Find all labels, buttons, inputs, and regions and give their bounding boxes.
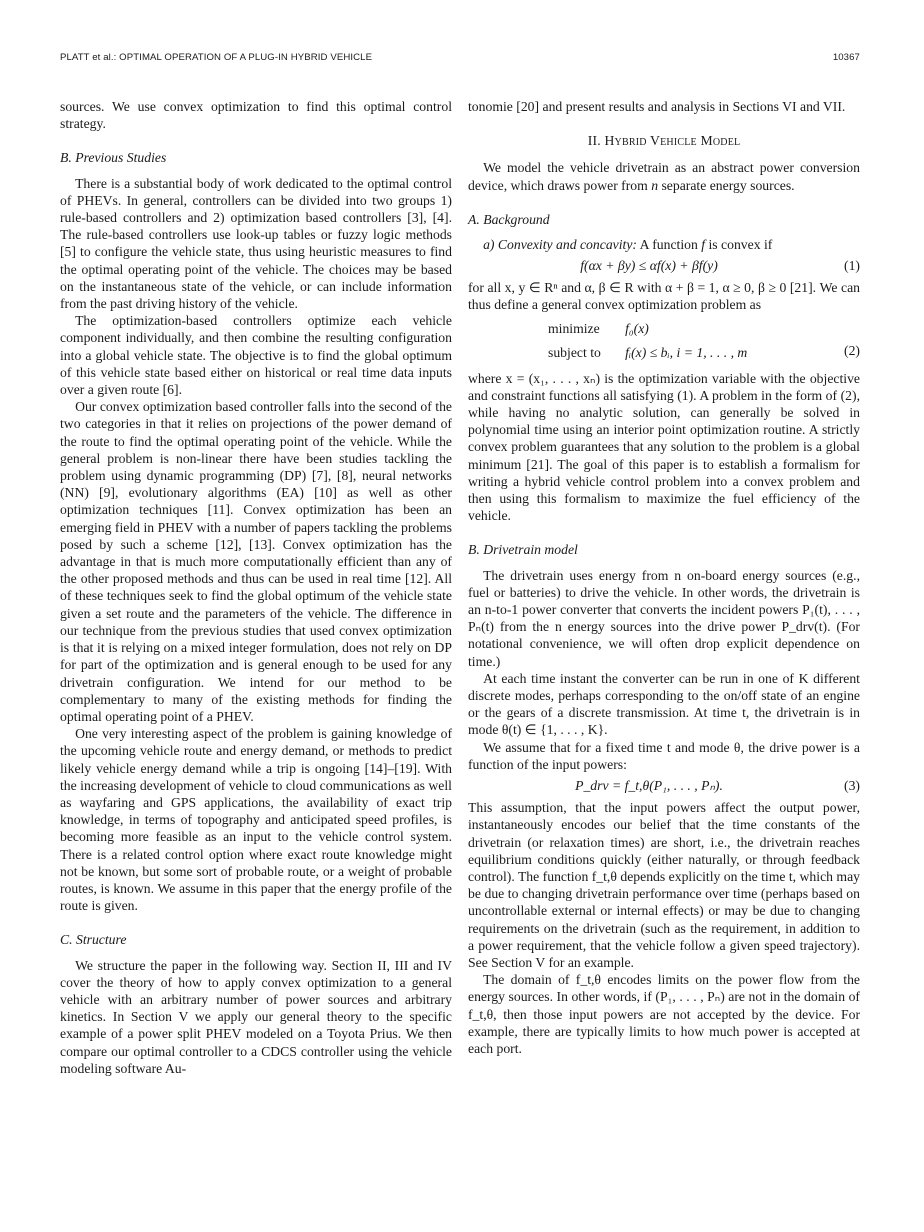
subsection-heading-previous-studies: B. Previous Studies (60, 150, 167, 166)
paragraph: a) Convexity and concavity: A function f is convex if (483, 237, 773, 253)
opt-label: minimize (548, 320, 600, 336)
opt-label: subject to (548, 344, 601, 360)
paragraph: There is a substantial body of work dedicated to the optimal control of PHEVs. In general, controllers can be divided into two groups 1) rule-based controllers and 2) optimization based controllers [3], [4]. The rule-based controllers use look-up tables or fuzzy logic methods [5] to configure the vehicle state, thus using heuristic measures to find the optimal operating point of the vehicle. The choices may be based on the instantaneous state of the vehicle, or can include information from the past driving history of the vehicle. (60, 175, 452, 312)
equation-3 (468, 773, 860, 799)
header-title: PLATT et al.: OPTIMAL OPERATION OF A PLUG-IN HYBRID VEHICLE (60, 52, 373, 63)
left-column (60, 98, 452, 1077)
equation-1 (468, 253, 860, 279)
paragraph: where x = (x₁, . . . , xₙ) is the optimization variable with the objective and constraint functions all satisfying (1). A problem in the form of (2), while having no analytic solution, can generally be solved in polynomial time using an interior point optimization routine. A strictly convex problem guarantees that any solution to the problem is a global minimum [21]. The goal of this paper is to establish a formalism for writing a hybrid vehicle control problem into a convex problem and then using this formalism to maximize the fuel efficiency of the vehicle. (468, 370, 860, 524)
equation-body: f(αx + βy) ≤ αf(x) + βf(y) (580, 258, 718, 274)
equation-2 (468, 314, 860, 370)
paragraph: We model the vehicle drivetrain as an abstract power conversion device, which draws power from n separate energy sources. (468, 160, 860, 193)
subsection-heading-background: A. Background (468, 211, 550, 227)
paragraph: We structure the paper in the following way. Section II, III and IV cover the theory of how to apply convex optimization to a general vehicle with an arbitrary number of power sources and arbitrary kinetics. In Section V we apply our general theory to the specific example of a power split PHEV modeled on a Toyota Prius. We then compare our optimal controller to a CDCS controller using the vehicle modeling software Au- (60, 957, 452, 1076)
paragraph: One very interesting aspect of the problem is gaining knowledge of the upcoming vehicle route and energy demand, or methods to predict likely vehicle energy demand while a trip is ongoing [14]–[19]. With the increasing development of vehicle to cloud communications as well as wayfaring and GPS applications, the availability of exact trip knowledge, in terms of topography and anticipated speed profiles, is becoming more feasible as an input to the vehicle control system. There is a related control option where exact route knowledge might not be known, but some sort of probable route, or a weight of probable routes, is known. We assume in this paper that the energy profile of the route is given. (60, 726, 452, 914)
section-number: II. (587, 133, 601, 149)
paragraph: The optimization-based controllers optimize each vehicle component individually, and then combine the resulting configuration into a global vehicle state. The objective is to find the global optimum of this vehicle state based either on historical or real time data inputs over a given route [6]. (60, 313, 452, 398)
page-number: 10367 (832, 52, 860, 63)
paragraph: sources. We use convex optimization to find this optimal control strategy. (60, 99, 452, 132)
right-column (468, 98, 860, 1057)
section-title: Hybrid Vehicle Model (604, 133, 741, 149)
paragraph: We assume that for a fixed time t and mode θ, the drive power is a function of the input powers: (468, 739, 860, 772)
subsection-heading-structure: C. Structure (60, 932, 127, 948)
paragraph: for all x, y ∈ Rⁿ and α, β ∈ R with α + β = 1, α ≥ 0, β ≥ 0 [21]. We can thus define a general convex optimization problem as (468, 280, 860, 313)
running-header (60, 52, 860, 66)
equation-number: (1) (844, 258, 860, 274)
section-heading-hybrid-vehicle-model (468, 132, 860, 149)
paragraph: At each time instant the converter can be run in one of K different discrete modes, perhaps corresponding to the on/off state of an engine or the gears of a discrete transmission. At time t, the drivetrain is in mode θ(t) ∈ {1, . . . , K}. (468, 670, 860, 738)
opt-expr: fᵢ(x) ≤ bᵢ, i = 1, . . . , m (625, 344, 748, 360)
paragraph: The drivetrain uses energy from n on-board energy sources (e.g., fuel or batteries) to drive the vehicle. In other words, the drivetrain is an n-to-1 power converter that converts the incident powers P₁(t), . . . , Pₙ(t) from the n energy sources into the drive power P_drv(t). (For notational convenience, we will often drop explicit dependence on time.) (468, 567, 860, 669)
subsection-heading-drivetrain-model: B. Drivetrain model (468, 542, 578, 558)
equation-body: P_drv = f_t,θ(P₁, . . . , Pₙ). (575, 778, 723, 794)
equation-number: (3) (844, 778, 860, 794)
paragraph: This assumption, that the input powers affect the output power, instantaneously encodes our belief that the time constants of the drivetrain (or relaxation times) are short, i.e., the drivetrain reaches equilibrium conditions quickly (either naturally, or through feedback control). The function f_t,θ depends explicitly on the time t, which may be due to changing drivetrain performance over time (perhaps based on uncontrollable external or internal effects) or may be due to changing requirements on the drivetrain (such as the requirement, in addition to a power requirement, that the vehicle follow a given speed trajectory). See Section V for an example. (468, 800, 860, 970)
opt-expr: f₀(x) (625, 320, 649, 336)
equation-number: (2) (844, 342, 860, 358)
paragraph-heading: a) Convexity and concavity: (483, 237, 637, 253)
paragraph: Our convex optimization based controller falls into the second of the two categories in that it relies on projections of the power demand of the route to find the optimal operating point of the vehicle. While the general problem is non-linear there have been studies tackling the problem using dynamic programming (DP) [7], [8], neural networks (NN) [9], evolutionary algorithms (EA) [10] as well as other optimization techniques [11]. Convex optimization has been an emerging field in PHEV with a number of papers tackling the problems posed by such a scheme [12], [13]. Convex optimization has the advantage in that is much more computationally efficient than any of the other proposed methods and thus can be used in real time [12]. All of these techniques seek to find the global optimum of the vehicle state given a set route and the parameters of the vehicle. The difference in our technique from the previous studies that used convex optimization is that it is relying on a mixed integer formulation, does not rely on DP for part of the optimization and is general enough to be used for any drivetrain configuration. We intend for our method to be complementary to many of the existing methods for finding the optimal operating point of a PHEV. (60, 399, 452, 724)
paragraph: tonomie [20] and present results and analysis in Sections VI and VII. (468, 99, 846, 114)
paragraph: The domain of f_t,θ encodes limits on the power flow from the energy sources. In other words, if (P₁, . . . , Pₙ) are not in the domain of f_t,θ, then those input powers are not accepted by the device. For example, there are typically limits to how much power is accepted at each port. (468, 972, 860, 1056)
